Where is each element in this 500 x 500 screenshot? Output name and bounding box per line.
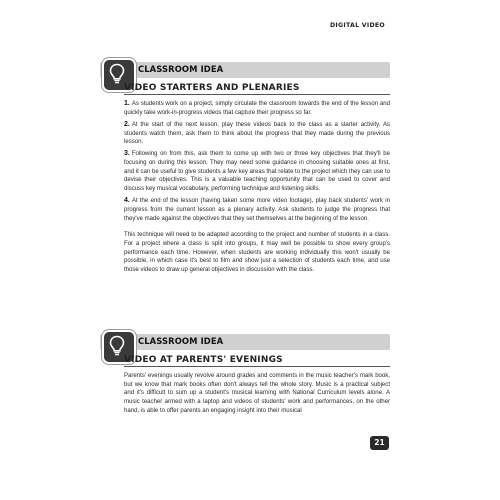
step-number: 1.: [124, 100, 130, 107]
title-rule: [124, 366, 390, 367]
idea-label: CLASSROOM IDEA: [138, 336, 224, 346]
idea-label: CLASSROOM IDEA: [138, 64, 224, 74]
section-title: VIDEO STARTERS AND PLENARIES: [124, 83, 300, 93]
section-title: VIDEO AT PARENTS' EVENINGS: [124, 355, 283, 365]
step-text: As students work on a project, simply circulate the classroom towards the end of the lesson and quickly take work-in-progress videos that capture their progress so far.: [124, 101, 390, 116]
section-body-2: [124, 372, 390, 419]
numbered-step: [124, 100, 390, 117]
step-text: At the start of the next lesson, play these videos back to the class as a starter activity. As students watch them, ask them to think about the progress that they made during the previous lesson.: [124, 121, 390, 146]
step-text: At the end of the lesson (having taken some more video footage), play back students' work in progress from the current lesson as a plenary activity. Ask students to judge the progress that they've made against the objectives that they set themselves at the beginning of the lesson.: [124, 198, 390, 222]
section-body-1: [124, 100, 390, 278]
numbered-step: [124, 150, 390, 194]
step-number: 2.: [124, 120, 130, 128]
running-head: DIGITAL VIDEO: [329, 22, 385, 29]
body-paragraph: Parents' evenings usually revolve around grades and comments in the music teacher's mark book, but we know that mark books often don't always tell the whole story. Music is a practical subject and it's difficult to sum up a student's musical learning with National Curriculum levels alone. A music teacher armed with a laptop and videos of students' work and performances, on the other hand, is able to offer parents an engaging insight into their musical: [124, 373, 390, 414]
step-text: Following on from this, ask them to come up with two or three key objectives that they'll be focusing on during this lesson. They may need some guidance in choosing suitable ones at first, and it can be useful to give students a few key areas that relate to the project which they can use to devise their objectives. This is a valuable teaching opportunity that can be used to cover and discuss key musical vocabulary, performing technique and listening skills.: [124, 151, 390, 193]
numbered-step: [124, 121, 390, 147]
body-paragraph: This technique will need to be adapted according to the project and number of students in a class. For a project where a class is split into groups, it may well be possible to show every group's performance each time. However, when students are working individually this won't usually be possible, in which case it's best to film and show just a selection of students each time, and use those videos to draw up general objectives in discussion with the class.: [124, 232, 390, 274]
step-number: 4.: [124, 197, 130, 205]
page-number: 21: [370, 436, 389, 450]
step-number: 3.: [124, 150, 130, 158]
title-rule: [124, 94, 390, 95]
numbered-step: [124, 197, 390, 223]
